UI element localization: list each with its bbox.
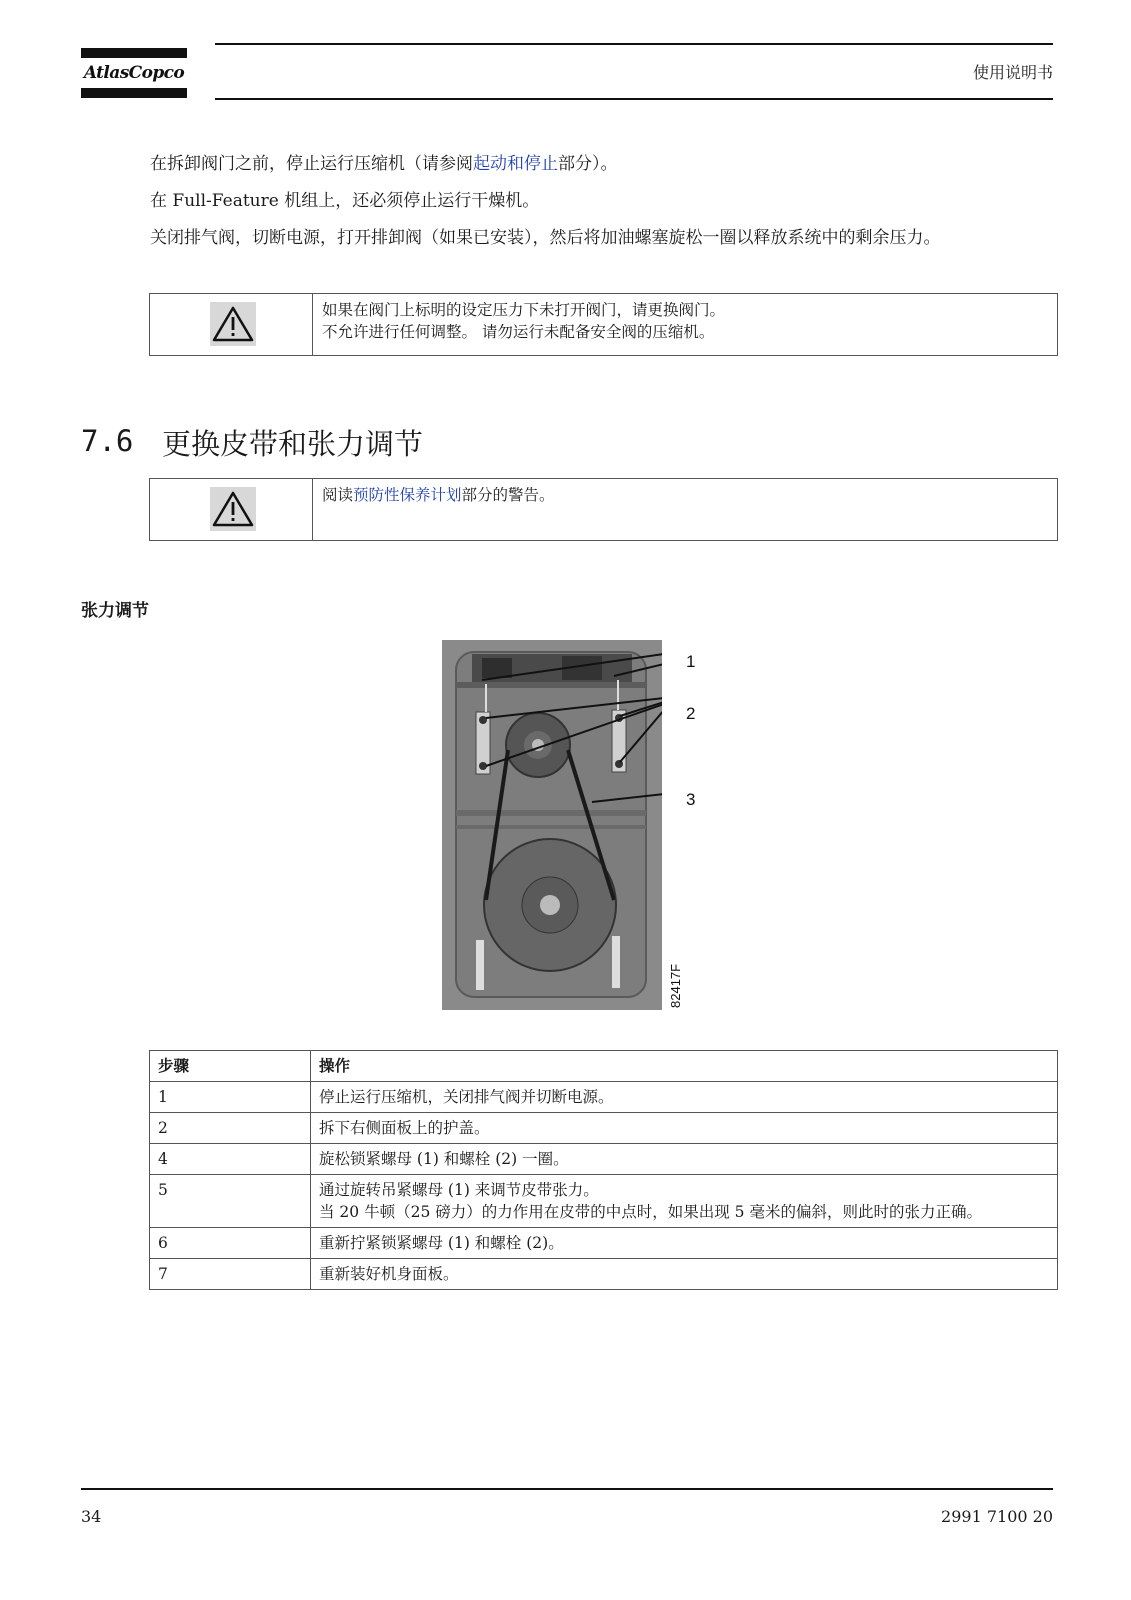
header-rule-bottom — [215, 98, 1053, 100]
column-header-step: 步骤 — [150, 1051, 311, 1082]
warning-line-1: 如果在阀门上标明的设定压力下未打开阀门，请更换阀门。 — [322, 301, 726, 319]
warning-triangle-icon — [210, 487, 256, 531]
warning-box-valve — [149, 293, 1058, 356]
warning2-text-end: 部分的警告。 — [461, 486, 555, 504]
column-header-action: 操作 — [311, 1051, 1058, 1082]
logo-wordmark: AtlasCopco — [83, 63, 185, 83]
step-number: 7 — [150, 1259, 311, 1290]
document-number: 2991 7100 20 — [941, 1507, 1053, 1526]
belt-drive-photo — [442, 640, 662, 1010]
subheading-tension-adjustment: 张力调节 — [81, 601, 149, 621]
warning-line-2: 不允许进行任何调整。 请勿运行未配备安全阀的压缩机。 — [322, 323, 715, 341]
figure-code: 82417F — [668, 963, 683, 1008]
table-row — [150, 1113, 1058, 1144]
callout-2: 2 — [686, 704, 696, 723]
step-action: 重新装好机身面板。 — [311, 1259, 1058, 1290]
section-number: 7.6 — [81, 424, 134, 458]
table-row — [150, 1228, 1058, 1259]
logo-bar-bottom — [81, 88, 187, 98]
warning-icon-cell — [150, 479, 313, 540]
step-action: 停止运行压缩机，关闭排气阀并切断电源。 — [311, 1082, 1058, 1113]
table-row — [150, 1259, 1058, 1290]
callout-3: 3 — [686, 790, 696, 809]
warning2-text: 阅读 — [322, 486, 354, 504]
header-rule-top — [215, 43, 1053, 45]
table-row — [150, 1082, 1058, 1113]
step-action-line-2: 当 20 牛顿（25 磅力）的力作用在皮带的中点时，如果出现 5 毫米的偏斜，则此时的张力正确。 — [319, 1203, 982, 1221]
step-action: 旋松锁紧螺母 (1) 和螺栓 (2) 一圈。 — [311, 1144, 1058, 1175]
step-action: 重新拧紧锁紧螺母 (1) 和螺栓 (2)。 — [311, 1228, 1058, 1259]
intro-paragraph-3: 关闭排气阀，切断电源，打开排卸阀（如果已安装），然后将加油螺塞旋松一圈以释放系统中的剩余压力。 — [150, 228, 941, 248]
start-stop-link[interactable]: 起动和停止 — [473, 154, 558, 174]
maintenance-schedule-link[interactable]: 预防性保养计划 — [353, 486, 462, 504]
steps-table — [149, 1050, 1058, 1290]
atlas-copco-logo — [81, 46, 187, 100]
table-row — [150, 1175, 1058, 1228]
intro-p1-text: 在拆卸阀门之前，停止运行压缩机（请参阅 — [150, 154, 473, 174]
page-number: 34 — [81, 1507, 102, 1526]
table-header-row — [150, 1051, 1058, 1082]
intro-paragraph-2: 在 Full-Feature 机组上，还必须停止运行干燥机。 — [150, 191, 540, 211]
warning-text — [322, 484, 1047, 506]
warning-icon-cell — [150, 294, 313, 355]
section-title: 更换皮带和张力调节 — [162, 427, 424, 461]
warning-text — [322, 299, 1047, 343]
step-number: 6 — [150, 1228, 311, 1259]
document-title: 使用说明书 — [972, 63, 1053, 82]
callout-1: 1 — [686, 652, 696, 671]
warning-box-maintenance — [149, 478, 1058, 541]
step-action: 拆下右侧面板上的护盖。 — [311, 1113, 1058, 1144]
step-action-line-1: 通过旋转吊紧螺母 (1) 来调节皮带张力。 — [319, 1181, 599, 1199]
warning-triangle-icon — [210, 302, 256, 346]
intro-paragraph-1 — [150, 152, 1056, 176]
intro-p1-text-end: 部分）。 — [558, 154, 618, 174]
step-action — [311, 1175, 1058, 1228]
step-number: 4 — [150, 1144, 311, 1175]
table-row — [150, 1144, 1058, 1175]
step-number: 2 — [150, 1113, 311, 1144]
step-number: 1 — [150, 1082, 311, 1113]
step-number: 5 — [150, 1175, 311, 1228]
logo-bar-top — [81, 48, 187, 58]
footer-rule — [81, 1488, 1053, 1490]
